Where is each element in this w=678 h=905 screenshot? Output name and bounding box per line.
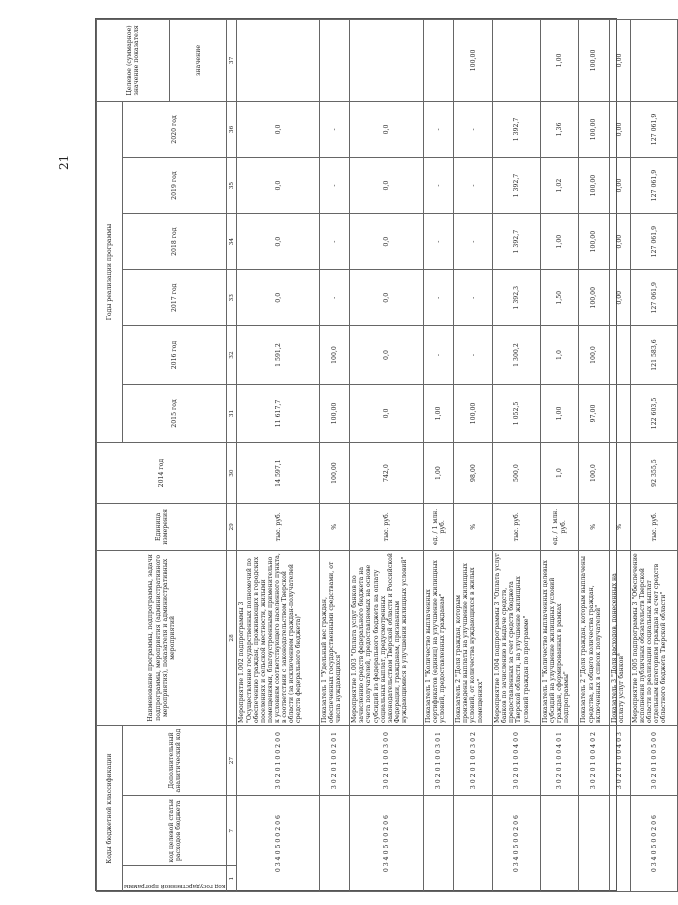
row-year-value: - xyxy=(454,214,493,270)
row-year-value: 0,00 xyxy=(609,214,630,270)
row-year-value: 11 617,7 xyxy=(237,384,320,442)
row-year-value: 0,00 xyxy=(609,158,630,214)
colnum-2015: 31 xyxy=(227,384,237,442)
header-year-2016: 2016 год xyxy=(123,326,227,384)
row-unit: % xyxy=(579,503,609,550)
row-name: Показатель 2 "Доля граждан, которым выплачены средства, из общего количества граждан, включенных в список получателей" xyxy=(579,550,609,725)
header-target-group: Целевое (суммарное) значение показателя xyxy=(97,20,170,102)
row-unit: тыс. руб. xyxy=(237,503,320,550)
colnum-2017: 33 xyxy=(227,270,237,326)
row-target-value: 0,00 xyxy=(609,20,630,102)
row-year-value: - xyxy=(424,326,454,384)
colnum-expense: 7 xyxy=(227,796,237,866)
row-year-value: 0,00 xyxy=(609,101,630,157)
row-gp-code: 0 3 4 0 5 0 0 2 0 6 xyxy=(630,796,678,892)
table-rotation-wrapper xyxy=(96,19,668,892)
row-year-value: 0,0 xyxy=(350,158,424,214)
header-gp-code-label: код государственной программы xyxy=(124,883,226,889)
header-year-2017: 2017 год xyxy=(123,270,227,326)
row-unit: ед. / 1 млн. руб. xyxy=(424,503,454,550)
row-analytic-code: 3 0 2 0 1 0 0 4 0 3 xyxy=(609,726,630,796)
header-realization: Годы реализации программы xyxy=(97,101,123,442)
row-target-value xyxy=(237,20,320,102)
row-year-value: 1,36 xyxy=(540,101,579,157)
row-name: Показатель 1 "Количество выплаченных сертификатов (единиц) на улучшение жилищных условий, предоставленных гражданам" xyxy=(424,550,454,725)
table-row xyxy=(320,20,350,892)
row-target-value xyxy=(630,20,678,102)
row-year-value: 1,00 xyxy=(540,384,579,442)
row-year-value: - xyxy=(424,101,454,157)
header-year-2015: 2015 год xyxy=(123,384,227,442)
row-target-value: 1,00 xyxy=(540,20,579,102)
row-unit: % xyxy=(454,503,493,550)
row-year-value: - xyxy=(424,158,454,214)
row-base-value: 1,00 xyxy=(424,443,454,504)
table-row xyxy=(350,20,424,892)
row-gp-code xyxy=(454,796,493,892)
colnum-target: 37 xyxy=(227,20,237,102)
table-row xyxy=(424,20,454,892)
row-unit: тыс. руб. xyxy=(493,503,541,550)
row-gp-code xyxy=(540,796,579,892)
row-base-value: 14 597,1 xyxy=(237,443,320,504)
row-analytic-code: 3 0 2 0 1 0 0 5 0 0 xyxy=(630,726,678,796)
header-year-2020: 2020 год xyxy=(123,101,227,157)
row-year-value: 1 392,7 xyxy=(493,101,541,157)
row-gp-code xyxy=(320,796,350,892)
row-year-value: 127 061,9 xyxy=(630,158,678,214)
row-year-value: 100,00 xyxy=(320,384,350,442)
row-gp-code: 0 3 4 0 5 0 0 2 0 6 xyxy=(350,796,424,892)
row-unit: % xyxy=(320,503,350,550)
row-name: Мероприятие 1.004 подпрограммы 3 "Оплата услуг банков по зачислению и выдаче средств, предоставленных за счет средств бюджета Тверской области, на улучшение жилищных условий граждан по программе" xyxy=(493,550,541,725)
row-year-value: 100,00 xyxy=(579,158,609,214)
row-target-value: 100,00 xyxy=(454,20,493,102)
row-year-value: - xyxy=(454,101,493,157)
row-year-value xyxy=(609,326,630,384)
row-year-value: 97,00 xyxy=(579,384,609,442)
row-year-value: 0,0 xyxy=(237,101,320,157)
row-analytic-code: 3 0 2 0 1 0 0 4 0 2 xyxy=(579,726,609,796)
row-name: Мероприятие 1.002 подпрограммы 3 "Осуществление государственных полномочий по обеспечению граждан, проживающих в городских поселениях и сельской местности, жилыми помещениями, благоустроенными применительно к условиям соответствующего населенного пункта, в соответствии с законодательством Тверской области (за исключением граждан-получателей средств федерального бюджета)" xyxy=(237,550,320,725)
row-year-value: 1,00 xyxy=(540,214,579,270)
row-gp-code xyxy=(609,796,630,892)
row-name: Показатель 1 "Количество выплаченных целевых субсидий на улучшение жилищных условий граждан, сформированных в рамках подпрограммы" xyxy=(540,550,579,725)
row-year-value: - xyxy=(454,326,493,384)
row-target-value: 100,00 xyxy=(579,20,609,102)
row-analytic-code: 3 0 2 0 1 0 0 2 0 1 xyxy=(320,726,350,796)
header-analytic-group: Дополнительный аналитический код xyxy=(123,726,227,796)
row-year-value: 100,00 xyxy=(579,101,609,157)
row-base-value: 500,0 xyxy=(493,443,541,504)
colnum-1: 1 xyxy=(227,866,237,892)
row-gp-code xyxy=(579,796,609,892)
row-target-value xyxy=(320,20,350,102)
row-base-value: 100,0 xyxy=(579,443,609,504)
header-codes-group: Коды бюджетной классификации xyxy=(97,726,123,892)
row-name: Показатель 2 "Доля граждан, которым произведены выплаты на улучшение жилищных условий, от количества нуждающихся в жилых помещениях" xyxy=(454,550,493,725)
colnum-unit: 29 xyxy=(227,503,237,550)
row-year-value: - xyxy=(320,270,350,326)
row-year-value: 1,02 xyxy=(540,158,579,214)
header-base-year: 2014 год xyxy=(97,443,227,504)
row-year-value: 0,0 xyxy=(237,270,320,326)
header-gp-code xyxy=(123,866,227,892)
table-row xyxy=(540,20,579,892)
row-year-value xyxy=(609,384,630,442)
header-year-2019: 2019 год xyxy=(123,158,227,214)
row-analytic-code: 3 0 2 0 1 0 0 3 0 0 xyxy=(350,726,424,796)
row-year-value: 1 591,2 xyxy=(237,326,320,384)
colnum-2016: 32 xyxy=(227,326,237,384)
row-year-value: 1 052,5 xyxy=(493,384,541,442)
row-year-value: 0,0 xyxy=(350,384,424,442)
row-base-value: 1,0 xyxy=(540,443,579,504)
colnum-base: 30 xyxy=(227,443,237,504)
table-body xyxy=(237,20,678,892)
header-target-value: значение xyxy=(170,20,227,102)
row-year-value: 100,0 xyxy=(320,326,350,384)
row-unit: % xyxy=(609,503,630,550)
header-name: Наименование программы, подпрограммы, задачи подпрограммы, мероприятия (административного мероприятия), показателя и административных мероприятий xyxy=(97,550,227,725)
row-analytic-code: 3 0 2 0 1 0 0 4 0 1 xyxy=(540,726,579,796)
row-unit: тыс. руб. xyxy=(350,503,424,550)
row-year-value: 0,0 xyxy=(350,214,424,270)
row-year-value: 100,00 xyxy=(579,270,609,326)
row-year-value: 0,0 xyxy=(350,270,424,326)
row-target-value xyxy=(350,20,424,102)
row-year-value: 127 061,9 xyxy=(630,101,678,157)
row-target-value xyxy=(424,20,454,102)
row-year-value: - xyxy=(454,158,493,214)
row-name: Показатель 1 "Удельный вес граждан, обеспеченных государственными средствами, от числа нуждающихся" xyxy=(320,550,350,725)
row-year-value: 127 061,9 xyxy=(630,214,678,270)
row-year-value: 1,50 xyxy=(540,270,579,326)
row-analytic-code: 3 0 2 0 1 0 0 3 0 2 xyxy=(454,726,493,796)
row-year-value: 1 392,7 xyxy=(493,214,541,270)
rotated-table-sheet xyxy=(95,18,668,891)
row-year-value: - xyxy=(424,270,454,326)
row-target-value xyxy=(493,20,541,102)
row-year-value: 127 061,9 xyxy=(630,270,678,326)
row-year-value: 0,0 xyxy=(237,214,320,270)
row-year-value: - xyxy=(454,270,493,326)
row-base-value: 98,00 xyxy=(454,443,493,504)
colnum-analytic: 27 xyxy=(227,726,237,796)
row-year-value: 100,00 xyxy=(579,214,609,270)
row-name: Мероприятие 1.003 "Оплата услуг банков по зачислению средств федерального бюджета на счета получателей, предоставляемых на основе субсидий из федерального бюджета на оплату социальных выплат, предусмотренных законодательством Тверской области и Российской Федерации, гражданам, признанным нуждающимися в улучшении жилищных условий" xyxy=(350,550,424,725)
row-year-value: 0,0 xyxy=(350,101,424,157)
colnum-2019: 35 xyxy=(227,158,237,214)
row-name: Мероприятие 1.005 подпрограммы 3 "Обеспечение исполнения публичных обязательств Тверской области по реализации социальных выплат отдельным категориям граждан за счет средств областного бюджета Тверской области" xyxy=(630,550,678,725)
row-base-value xyxy=(609,443,630,504)
table-row xyxy=(630,20,678,892)
row-analytic-code: 3 0 2 0 1 0 0 3 0 1 xyxy=(424,726,454,796)
row-gp-code xyxy=(424,796,454,892)
table-row xyxy=(493,20,541,892)
table-row xyxy=(454,20,493,892)
header-expense-code: код целевой статьи расходов бюджета xyxy=(123,796,227,866)
row-year-value: 1 300,2 xyxy=(493,326,541,384)
row-gp-code: 0 3 4 0 5 0 0 2 0 6 xyxy=(237,796,320,892)
table-row xyxy=(237,20,320,892)
row-unit: тыс. руб. xyxy=(630,503,678,550)
table-row xyxy=(579,20,609,892)
table-row xyxy=(609,20,630,892)
row-year-value: 121 583,6 xyxy=(630,326,678,384)
row-analytic-code: 3 0 2 0 1 0 0 4 0 0 xyxy=(493,726,541,796)
row-year-value: 1 392,3 xyxy=(493,270,541,326)
row-year-value: 0,00 xyxy=(609,270,630,326)
row-base-value: 742,0 xyxy=(350,443,424,504)
row-year-value: - xyxy=(320,101,350,157)
colnum-2018: 34 xyxy=(227,214,237,270)
row-year-value: 1,0 xyxy=(540,326,579,384)
row-year-value: - xyxy=(320,158,350,214)
row-base-value: 100,00 xyxy=(320,443,350,504)
row-year-value: - xyxy=(424,214,454,270)
header-unit: Единица измерения xyxy=(97,503,227,550)
row-year-value: 0,0 xyxy=(350,326,424,384)
row-name: Показатель 3 "Доля расходов, понесенных на оплату услуг банков" xyxy=(609,550,630,725)
row-year-value: 100,00 xyxy=(454,384,493,442)
row-analytic-code: 3 0 2 0 1 0 0 2 0 0 xyxy=(237,726,320,796)
row-year-value: 0,0 xyxy=(237,158,320,214)
row-year-value: 100,0 xyxy=(579,326,609,384)
row-base-value: 92 355,5 xyxy=(630,443,678,504)
row-year-value: 122 603,5 xyxy=(630,384,678,442)
colnum-2020: 36 xyxy=(227,101,237,157)
colnum-name: 28 xyxy=(227,550,237,725)
row-year-value: - xyxy=(320,214,350,270)
row-year-value: 1 392,7 xyxy=(493,158,541,214)
page-number: 21 xyxy=(57,154,71,170)
row-year-value: 1,00 xyxy=(424,384,454,442)
row-unit: ед. / 1 млн. руб. xyxy=(540,503,579,550)
row-gp-code: 0 3 4 0 5 0 0 2 0 6 xyxy=(493,796,541,892)
header-year-2018: 2018 год xyxy=(123,214,227,270)
program-table xyxy=(96,19,678,892)
